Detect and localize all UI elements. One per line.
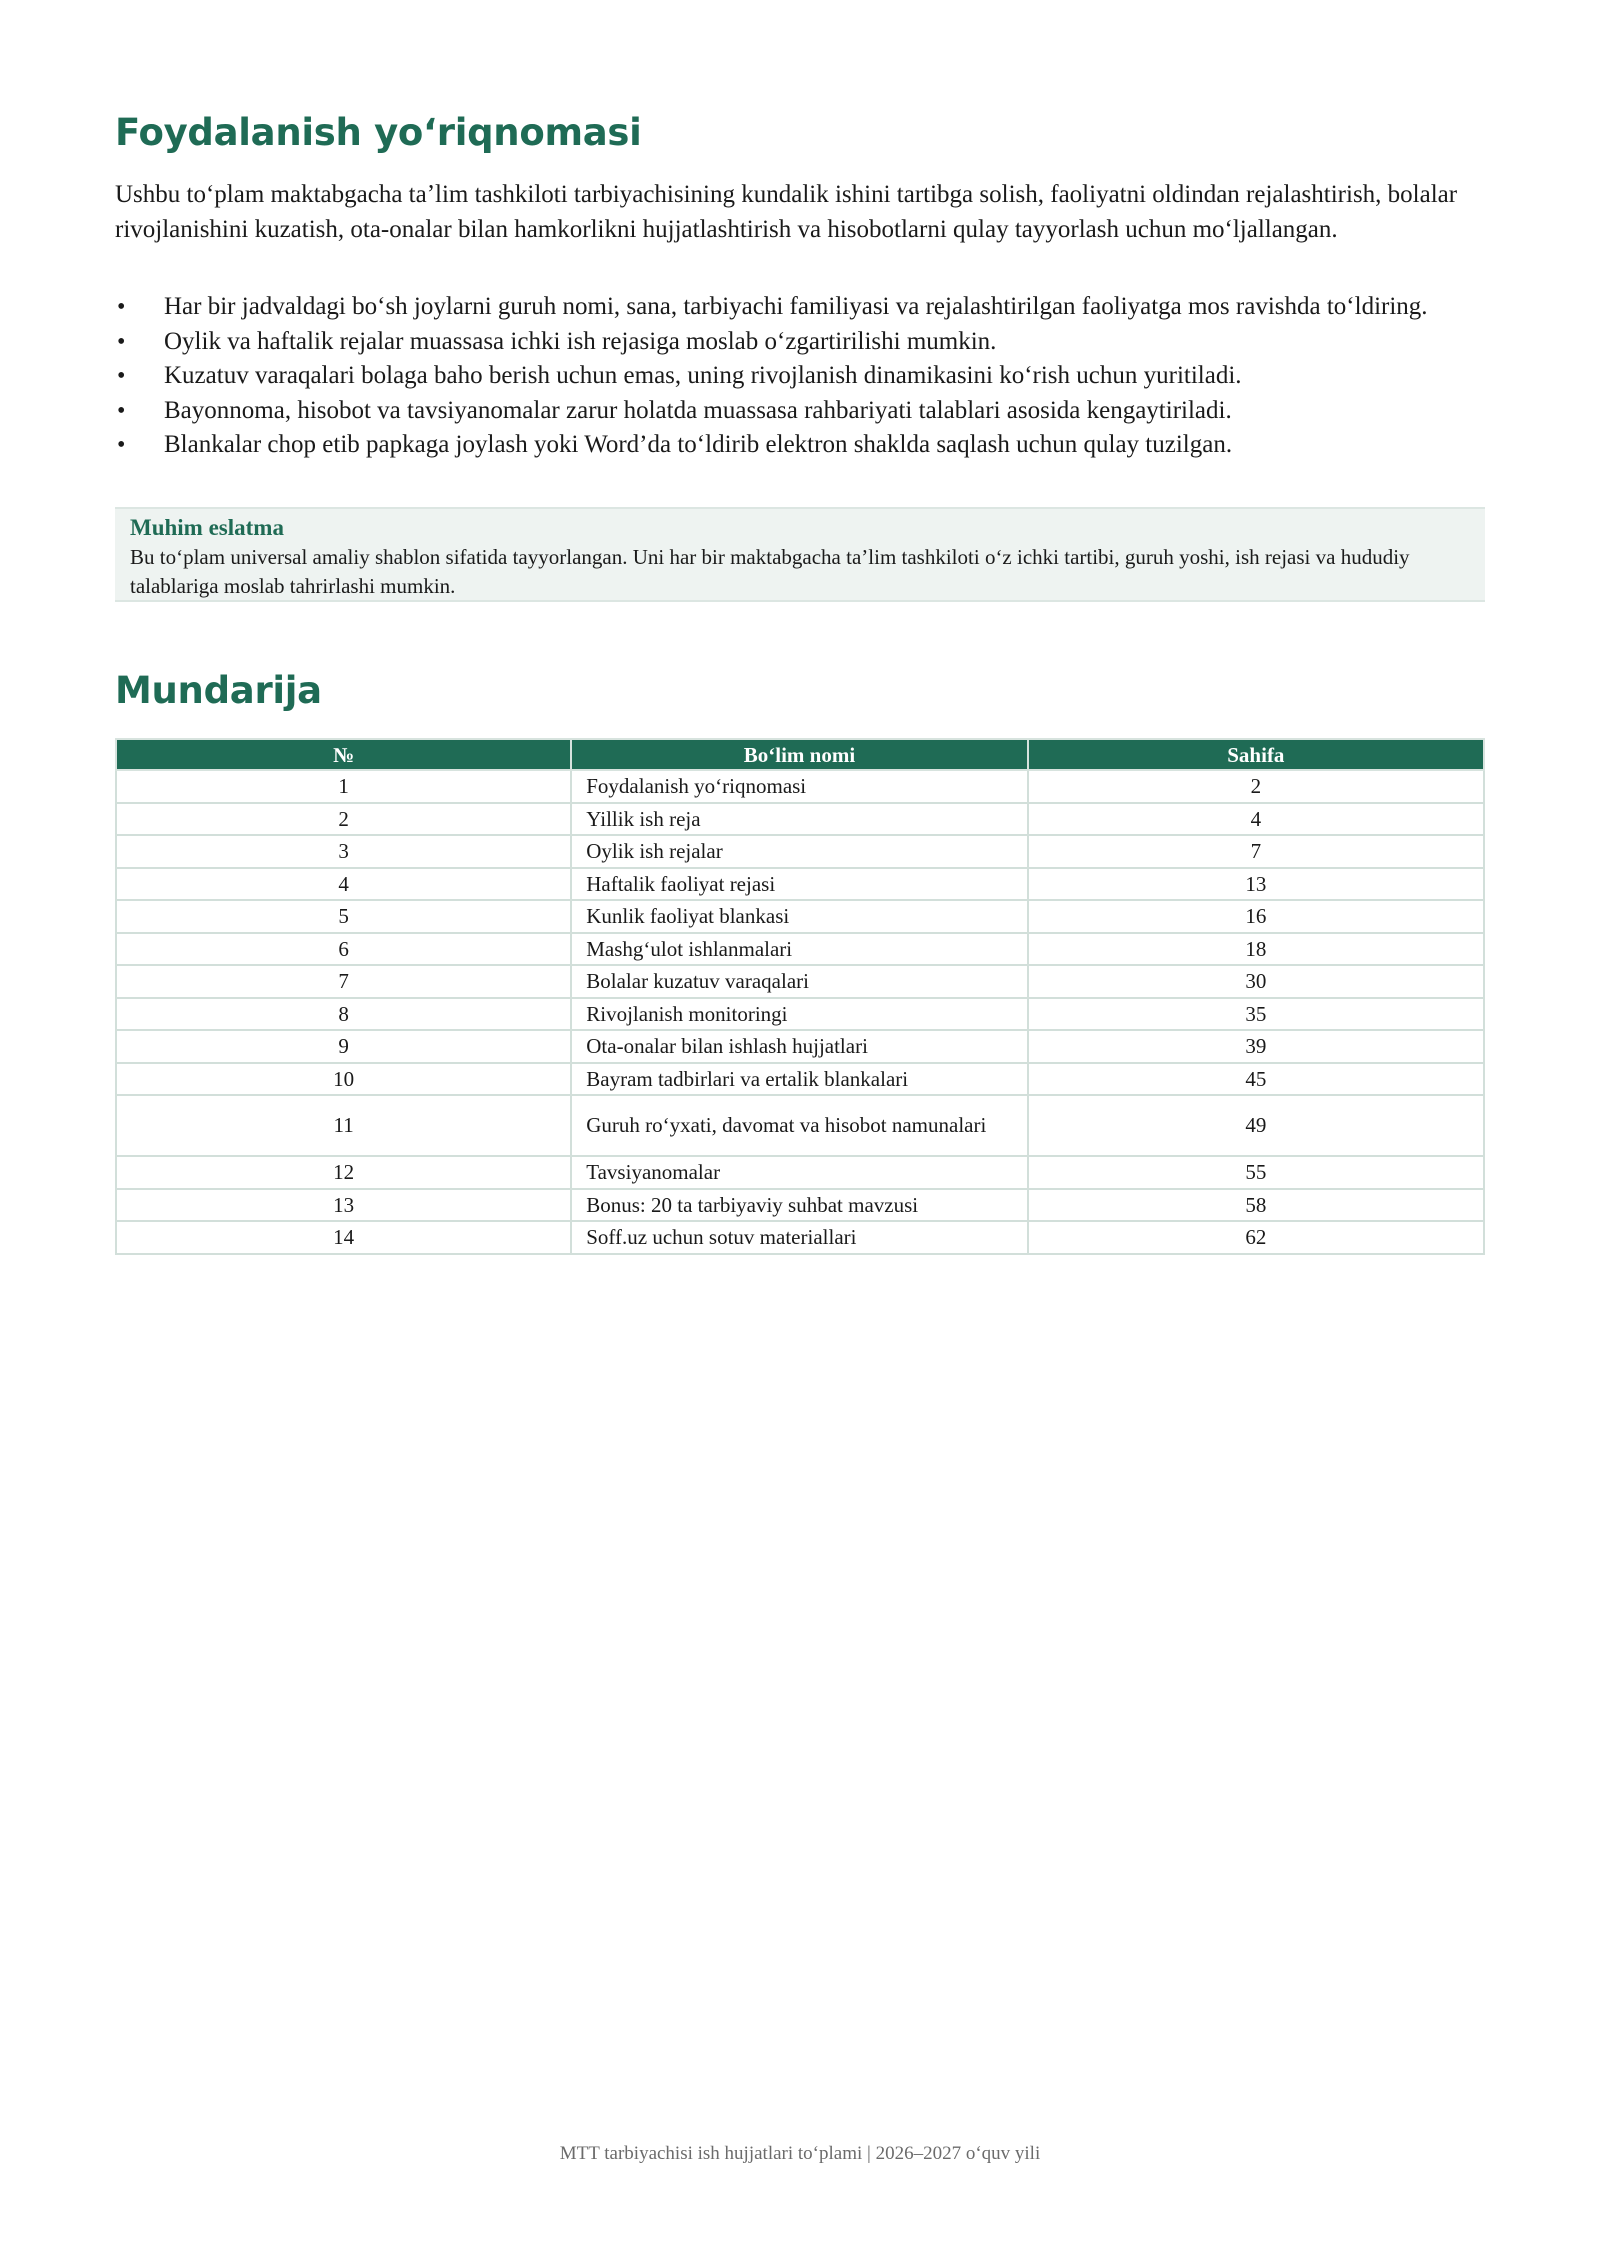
toc-page: 13 [1028, 868, 1484, 901]
bullet-item: • Oylik va haftalik rejalar muassasa ichki ish rejasiga moslab oʻzgartirilishi mumkin. [115, 325, 1485, 360]
note-title: Muhim eslatma [130, 515, 284, 540]
toc-page: 7 [1028, 835, 1484, 868]
toc-page: 35 [1028, 998, 1484, 1031]
toc-page: 18 [1028, 933, 1484, 966]
toc-number: 2 [116, 803, 571, 836]
usage-bullet-list [115, 290, 1485, 463]
toc-number: 13 [116, 1189, 571, 1222]
toc-section-name: Bonus: 20 ta tarbiyaviy suhbat mavzusi [571, 1189, 1027, 1222]
bullet-item: • Blankalar chop etib papkaga joylash yoki Word’da toʻldirib elektron shaklda saqlash uchun qulay tuzilgan. [115, 428, 1485, 463]
important-note-box [115, 507, 1485, 602]
toc-section-name: Foydalanish yoʻriqnomasi [571, 770, 1027, 803]
toc-section-name: Soff.uz uchun sotuv materiallari [571, 1221, 1027, 1254]
toc-section-name: Oylik ish rejalar [571, 835, 1027, 868]
table-row [116, 1189, 1484, 1222]
toc-section-name: Ota-onalar bilan ishlash hujjatlari [571, 1030, 1027, 1063]
toc-number: 4 [116, 868, 571, 901]
table-row [116, 835, 1484, 868]
bullet-item: • Kuzatuv varaqalari bolaga baho berish uchun emas, uning rivojlanish dinamikasini koʻrish uchun yuritiladi. [115, 359, 1485, 394]
usage-section-title: Foydalanish yoʻriqnomasi [115, 111, 642, 154]
toc-page: 45 [1028, 1063, 1484, 1096]
toc-page: 4 [1028, 803, 1484, 836]
bullet-icon: • [117, 397, 126, 424]
page-footer: MTT tarbiyachisi ish hujjatlari toʻplami | 2026–2027 oʻquv yili [559, 2143, 1041, 2164]
toc-number: 14 [116, 1221, 571, 1254]
table-row [116, 998, 1484, 1031]
toc-page: 39 [1028, 1030, 1484, 1063]
toc-table [115, 738, 1485, 1255]
bullet-icon: • [117, 328, 126, 355]
toc-section-title: Mundarija [115, 669, 322, 712]
toc-section-name: Yillik ish reja [571, 803, 1027, 836]
bullet-icon: • [117, 363, 126, 389]
toc-section-name: Guruh roʻyxati, davomat va hisobot namunalari [571, 1095, 1027, 1156]
toc-section-name: Kunlik faoliyat blankasi [571, 900, 1027, 933]
table-row [116, 1156, 1484, 1189]
toc-number: 3 [116, 835, 571, 868]
toc-number: 5 [116, 900, 571, 933]
toc-page: 62 [1028, 1221, 1484, 1254]
table-row [116, 1221, 1484, 1254]
toc-number: 6 [116, 933, 571, 966]
bullet-icon: • [117, 294, 126, 320]
table-row [116, 933, 1484, 966]
toc-section-name: Rivojlanish monitoringi [571, 998, 1027, 1031]
note-body: Bu toʻplam universal amaliy shablon sifatida tayyorlangan. Uni har bir maktabgacha taʼlim tashkiloti oʻz ichki tartibi, guruh yoshi, ish rejasi va hududiy talablariga moslab tahrirlashi mumkin. [130, 545, 1410, 598]
bullet-icon: • [117, 432, 126, 458]
intro-paragraph: Ushbu toʻplam maktabgacha taʼlim tashkiloti tarbiyachisining kundalik ishini tartibga solish, faoliyatni oldindan rejalashtirish, bolalar rivojlanishini kuzatish, ota-onalar bilan hamkorlikni hujjatlashtirish va hisobotlarni qulay tayyorlash uchun moʻljallangan. [115, 181, 1458, 243]
table-row [116, 900, 1484, 933]
table-row [116, 965, 1484, 998]
toc-header-row [116, 739, 1484, 770]
bullet-item: • Bayonnoma, hisobot va tavsiyanomalar zarur holatda muassasa rahbariyati talablari asosida kengaytiriladi. [115, 394, 1485, 429]
table-row [116, 803, 1484, 836]
toc-number: 10 [116, 1063, 571, 1096]
table-row [116, 868, 1484, 901]
toc-section-name: Bolalar kuzatuv varaqalari [571, 965, 1027, 998]
toc-header-page: Sahifa [1028, 739, 1484, 770]
toc-number: 7 [116, 965, 571, 998]
toc-section-name: Mashgʻulot ishlanmalari [571, 933, 1027, 966]
toc-header-section: Boʻlim nomi [571, 739, 1027, 770]
toc-section-name: Tavsiyanomalar [571, 1156, 1027, 1189]
toc-page: 58 [1028, 1189, 1484, 1222]
toc-page: 16 [1028, 900, 1484, 933]
toc-page: 49 [1028, 1095, 1484, 1156]
toc-number: 9 [116, 1030, 571, 1063]
table-row [116, 1063, 1484, 1096]
toc-page: 2 [1028, 770, 1484, 803]
toc-section-name: Bayram tadbirlari va ertalik blankalari [571, 1063, 1027, 1096]
toc-page: 30 [1028, 965, 1484, 998]
toc-number: 12 [116, 1156, 571, 1189]
table-row [116, 1095, 1484, 1156]
toc-page: 55 [1028, 1156, 1484, 1189]
bullet-item: • Har bir jadvaldagi boʻsh joylarni guruh nomi, sana, tarbiyachi familiyasi va rejalashtirilgan faoliyatga mos ravishda toʻldiring. [115, 290, 1485, 325]
table-row [116, 770, 1484, 803]
toc-number: 11 [116, 1095, 571, 1156]
toc-number: 8 [116, 998, 571, 1031]
toc-header-number: № [116, 739, 571, 770]
toc-section-name: Haftalik faoliyat rejasi [571, 868, 1027, 901]
table-row [116, 1030, 1484, 1063]
toc-number: 1 [116, 770, 571, 803]
